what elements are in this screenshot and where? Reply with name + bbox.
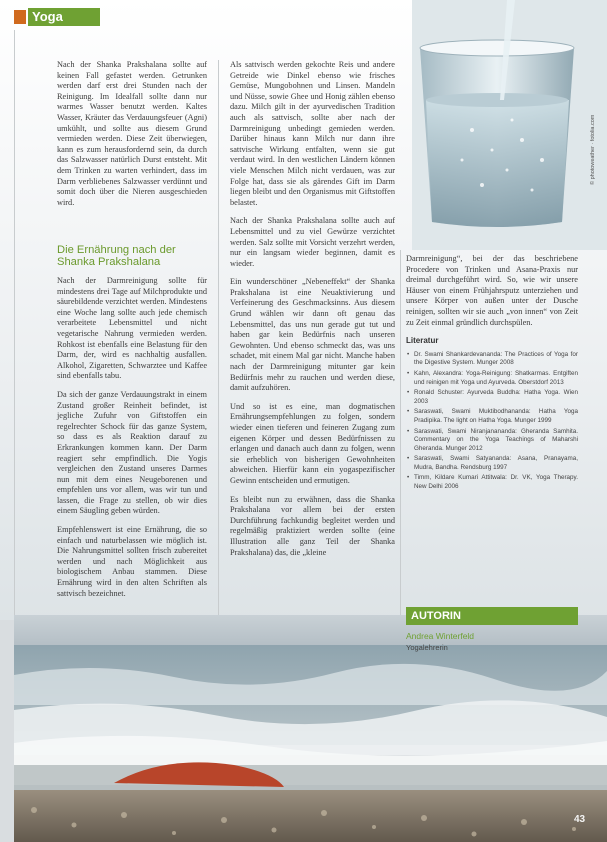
- water-glass-photo: [412, 0, 607, 250]
- author-role: Yogalehrerin: [406, 643, 448, 652]
- sea-beach-photo: [14, 615, 607, 842]
- paragraph: Und so ist es eine, man dogmatischen Ernährungsempfehlungen zu folgen, sondern wieder einen tieferen und feineren Zugang zum eigenen Körper und dessen Bedürfnissen zu erlangen und danach auch dann zu folgen, wenn sie erheblich von bisherigen Gewohnheiten abweichen. Hierfür kann ein yogaspezifischer Gewinn entscheiden und ermutigen.: [230, 401, 395, 485]
- literature-item: • Saraswati, Swami Satyananda: Asana, Pranayama, Mudra, Bandha. Rendsburg 1997: [414, 455, 578, 472]
- paragraph: Empfehlenswert ist eine Ernährung, die so einfach und naturbelassen wie möglich ist. Die Nahrungsmittel sollten frisch zubereitet werden und nach Möglichkeit aus biologischem Anbau stammen. Diese Ernährung wird in den alten Schriften als sattvisch bezeichnet.: [57, 525, 207, 598]
- left-column-top: [57, 60, 207, 208]
- page-number: 43: [574, 814, 586, 825]
- paragraph: Nach der Shanka Prakshalana sollte auf keinen Fall gefastet werden. Getrunken werden darf erst drei Stunden nach der Reinigung. Im Idealfall sollte dann nur warmes Wasser benutzt werden. Kaltes Wasser, Kräuter das Verdauungsfeuer (Agni) umkühlt, und sollte aus diesem Grund vermieden werden. Diese Zeit überwiegen, kann es zum herausfordernd sein, da durch das Salzwasser natürlich Durst entsteht. Mit dem Trinken zu warten verhindert, dass im Darm verbliebenes Salzwasser verdünnt und somit doch über die Nieren ausgeschieden wird.: [57, 60, 207, 207]
- column-rule: [218, 60, 219, 620]
- author-name: Andrea Winterfeld: [406, 631, 475, 641]
- paragraph: Ein wunderschöner „Nebeneffekt“ der Shanka Prakshalana ist eine Neuaktivierung und Verfeinerung des Geschmacksinns. Aus diesem Grund wählen wir dann oft genau das Lebensmittel, das uns nun gerade gut tut und haben gar kein Bedürfnis nach unseren Gewohnten. Und ebenso schmeckt das, was uns schadet, mit einem Mal gar nicht. Manche haben nach der Darmreinigung mitunter gar kein Bedürfnis mehr zu rauchen und werden diese, damit aufzuhören.: [230, 277, 395, 393]
- section-tab: Yoga: [28, 8, 100, 26]
- column-rule: [400, 250, 401, 620]
- author-label-box: AUTORIN: [406, 607, 578, 625]
- paragraph: Nach der Shanka Prakshalana sollte auch auf Lebensmittel und zu viel Gewürze verzichtet werden. Salz sollte mit Vorsicht verzehrt werden, nur ein langsam wieder beginnen, damit es wieder.: [230, 216, 395, 268]
- literature-item: • Timm, Kildare Kumari Attitwala: Dr. VK, Yoga Therapy. New Delhi 2006: [414, 474, 578, 491]
- paragraph: Darmreinigung“, bei der das beschriebene Procedere von Trinken und Asana-Praxis nur dreimal durchgeführt wird. So, wie wir unsere Häuser von einem Frühjahrsputz unterziehen und unsere Körper von außen unter der Dusche reinigen, sollten wir sie auch „von innen“ von Zeit zu Zeit einmal gründlich durchspülen.: [406, 254, 578, 327]
- section-heading: Die Ernährung nach der Shanka Prakshalana: [57, 244, 176, 268]
- literature-heading: Literatur: [406, 336, 439, 346]
- section-tab-marker: [14, 10, 26, 24]
- right-column: [406, 254, 578, 494]
- paragraph: Als sattvisch werden gekochte Reis und andere Getreide wie Dinkel ebenso wie frisches Gemüse, Mungobohnen und Linsen. Mandeln und Nüsse, sowie Ghee und Honig zählen ebenso dazu. Milch gilt in der ayurvedischen Tradition auch als sattvisch, sollte aber nach der Darmreinigung unbedingt gemieden werden. Darüber hinaus kann Milch nur dann ihre sattvische Wirkung entfalten, wenn sie gut verdaut wird. In den westlichen Ländern können viele Menschen Milch nicht verdauen, was zur Folge hat, dass sie als gärendes Gift im Darm liegen bleibt und den Organismus mit Giftstoffen belastet.: [230, 60, 395, 207]
- literature-list: [406, 351, 578, 492]
- paragraph: Nach der Darmreinigung sollte für mindestens drei Tage auf Milchprodukte und säurebildende verzichtet werden. Mindestens eine Woche lang sollte auch jede chemisch verarbeitete Lebensmittel und nicht vegetarische Nahrung vermieden werden. Rohkost ist ebenfalls eine Belastung für den Darm, der, wird es nachhaltig ausfallen. Alkohol, Zigaretten, Schwarztee und Kaffee sind ebenfalls tabu.: [57, 276, 207, 381]
- literature-item: • Ronald Schuster: Ayurveda Buddha: Hatha Yoga. Wien 2003: [414, 389, 578, 406]
- column-rule: [14, 30, 15, 620]
- middle-column: [230, 60, 395, 558]
- paragraph: Da sich der ganze Verdauungstrakt in einem Zustand großer Reinheit befindet, ist jegliche Zufuhr von Giftstoffen ein regelrechter Schock für das ganze System, so dass es als Reaktion darauf zu Erkrankungen kommen kann. Der Darm reagiert sehr empfindlich. Die Yogis vergleichen den Zustand unseres Darmes nun mit dem eines Neugeborenen und empfehlen uns vor allem, was wir tun und lassen, die Frage zu stellen, ob wir dies einem Säugling geben würden.: [57, 389, 207, 516]
- photo-credit: © photoweather · fotolia.com: [590, 114, 596, 185]
- literature-item: • Dr. Swami Shankardevananda: The Practices of Yoga for the Digestive System. Munger 2008: [414, 351, 578, 368]
- paragraph: Es bleibt nun zu erwähnen, dass die Shanka Prakshalana vor allem bei der ersten Durchführung fachkundig begleitet werden und regelmäßig praktiziert werden sollte (eine Illustration alle ganz Teil der Shanka Prakshalana) das, die „kleine: [230, 494, 395, 557]
- literature-item: • Saraswati, Swami Muktibodhananda: Hatha Yoga Pradipika. The light on Hatha Yoga. Munger 1999: [414, 408, 578, 425]
- left-column-bottom: [57, 276, 207, 599]
- literature-item: • Kahn, Alexandra: Yoga-Reinigung: Shatkarmas. Entgiften und reinigen mit Yoga und Ayurveda. Oberstdorf 2013: [414, 370, 578, 387]
- literature-item: • Saraswati, Swami Niranjanananda: Gheranda Samhita. Commentary on the Yoga Teachings of Maharshi Gheranda. Munger 2012: [414, 428, 578, 454]
